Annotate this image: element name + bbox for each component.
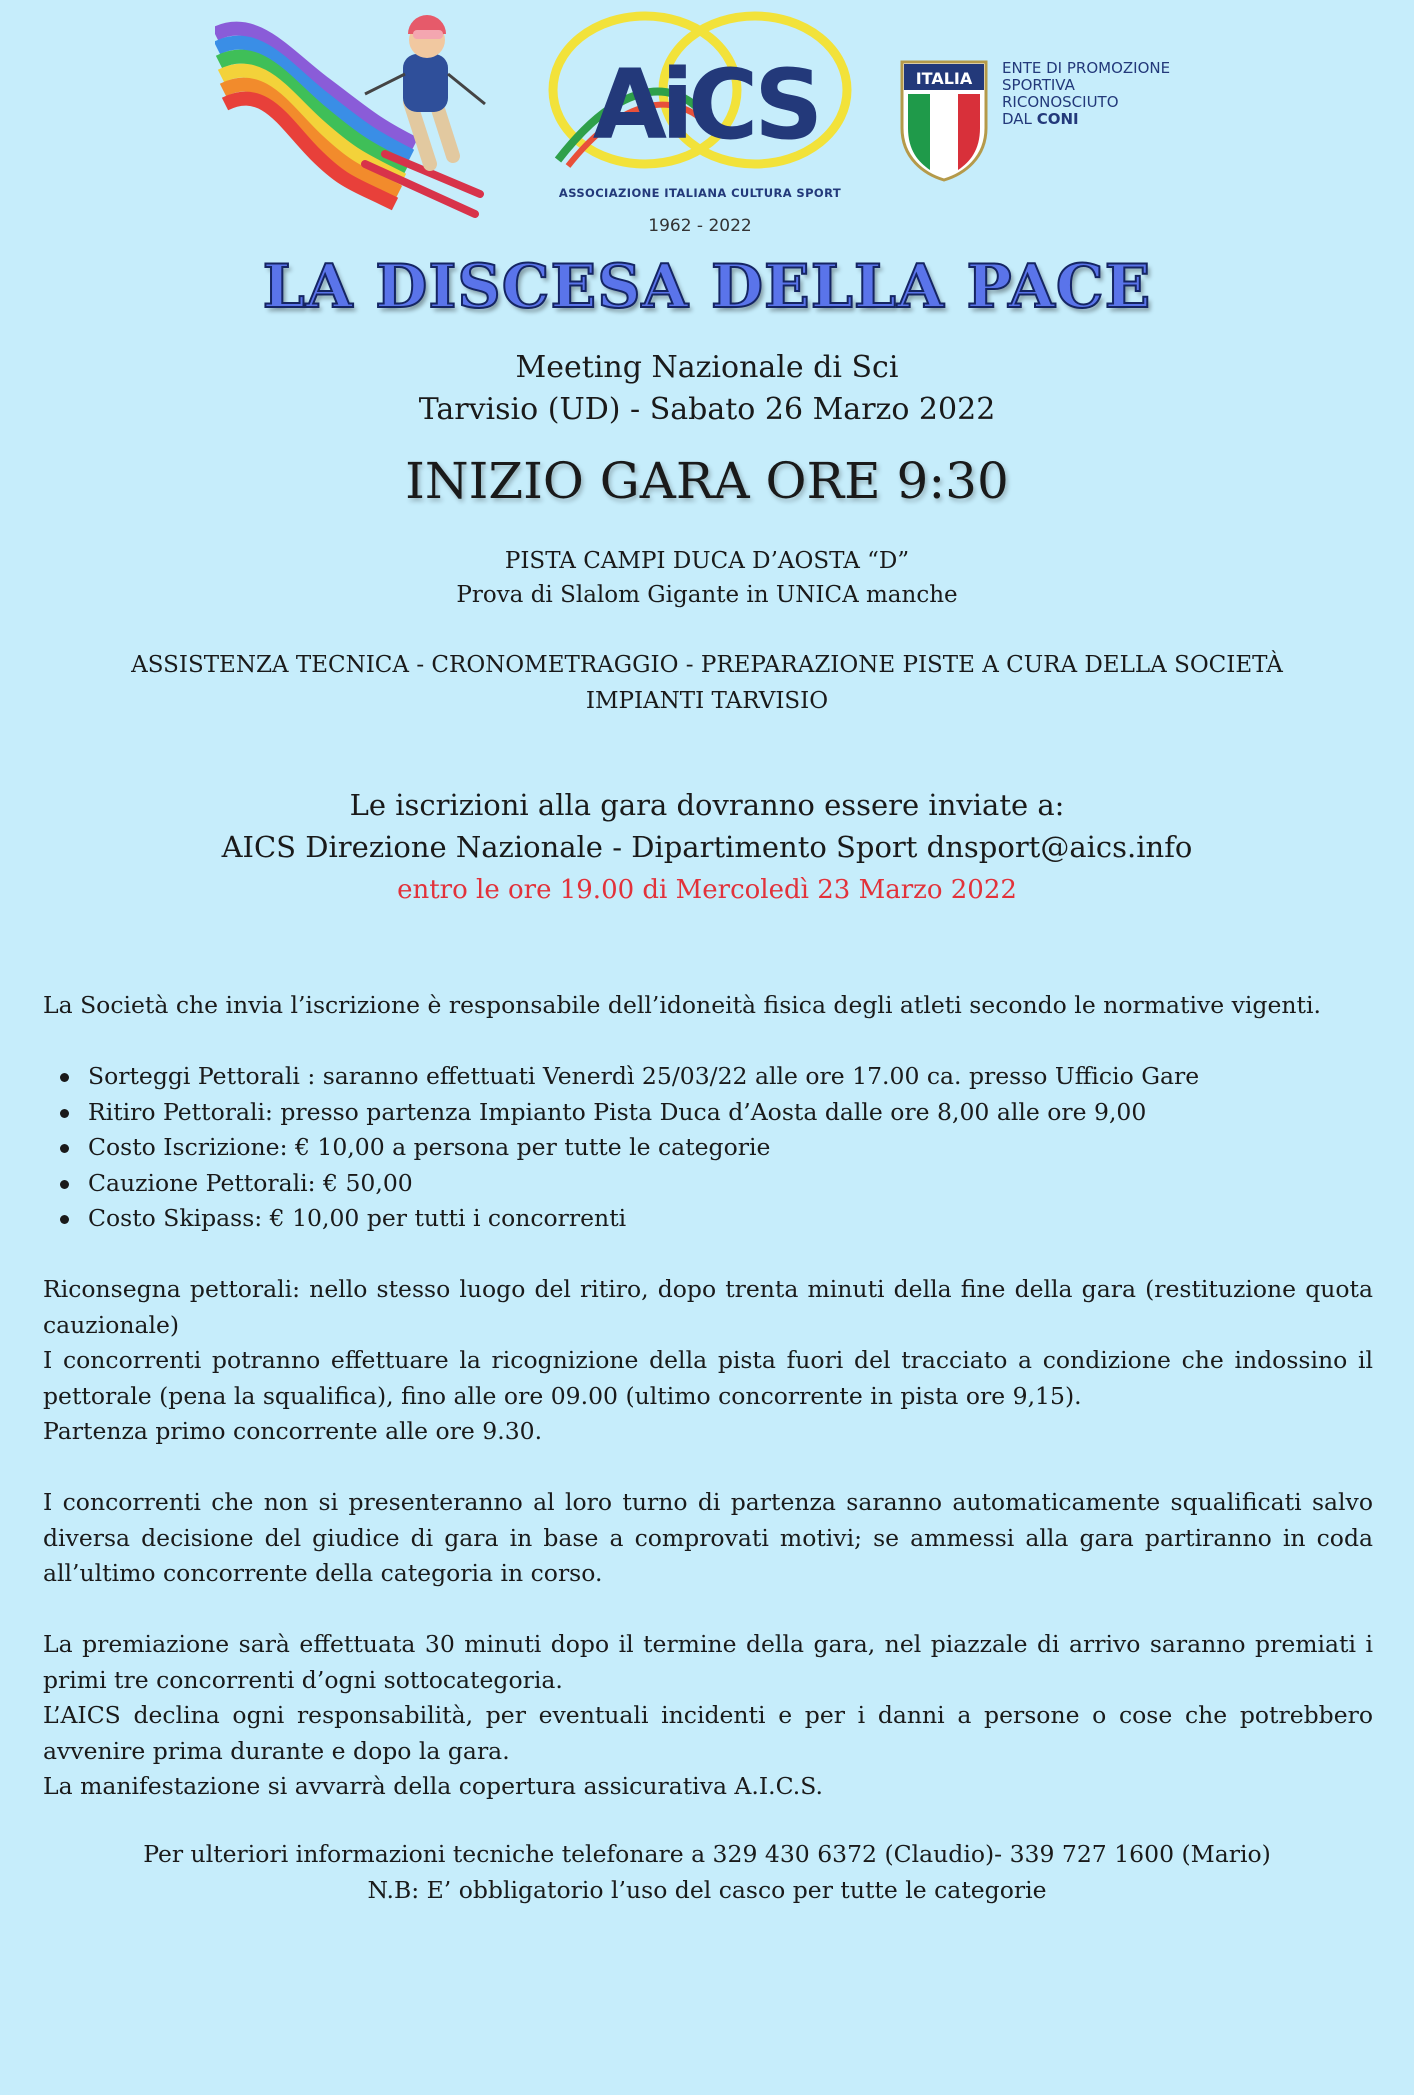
reconnaissance-paragraph: I concorrenti potranno effettuare la ricognizione della pista fuori del tracciato a condizione che indossino il pettorale (pena la squalifica), fino alle ore 09.00 (ultimo concorrente in pista ore 9,15). — [43, 1346, 1373, 1410]
technical-assistance-line: IMPIANTI TARVISIO — [585, 688, 829, 714]
coni-recognition-text — [1002, 60, 1170, 128]
technical-assistance-line: ASSISTENZA TECNICA - CRONOMETRAGGIO - PREPARAZIONE PISTE A CURA DELLA SOCIETÀ — [131, 652, 1283, 678]
coni-text-line: SPORTIVA — [1002, 76, 1075, 94]
page-title: LA DISCESA DELLA PACE — [262, 252, 1152, 322]
aics-logo — [540, 10, 860, 240]
contact-phone-info: Per ulteriori informazioni tecniche telefonare a 329 430 6372 (Claudio)- 339 727 1600 (Mario) — [143, 1840, 1271, 1868]
aics-years: 1962 - 2022 — [648, 216, 752, 236]
list-item: Costo Iscrizione: € 10,00 a persona per tutte le categorie — [88, 1130, 1368, 1166]
italia-label: ITALIA — [915, 69, 973, 88]
responsibility-paragraph: La Società che invia l’iscrizione è responsabile dell’idoneità fisica degli atleti secondo le normative vigenti. — [43, 991, 1321, 1019]
track-name: PISTA CAMPI DUCA D’AOSTA “D” — [504, 548, 910, 574]
coni-text-dal: DAL — [1002, 110, 1032, 128]
helmet-note: N.B: E’ obbligatorio l’uso del casco per tutte le categorie — [367, 1876, 1047, 1904]
skier-icon — [215, 14, 495, 224]
registration-contact: AICS Direzione Nazionale - Dipartimento Sport dnsport@aics.info — [221, 830, 1193, 864]
event-subtitle: Meeting Nazionale di Sci — [515, 350, 899, 385]
list-item: Sorteggi Pettorali : saranno effettuati Venerdì 25/03/22 alle ore 17.00 ca. presso Ufficio Gare — [88, 1059, 1368, 1095]
aics-association-name: ASSOCIAZIONE ITALIANA CULTURA SPORT — [558, 186, 842, 200]
coni-text-line: RICONOSCIUTO — [1002, 93, 1119, 111]
italia-shield-icon — [898, 58, 990, 182]
info-bullet-list — [88, 1059, 1368, 1237]
liability-paragraph: L’AICS declina ogni responsabilità, per eventuali incidenti e per i danni a persone o cose che potrebbero avvenire prima durante e dopo la gara. — [43, 1701, 1373, 1765]
awards-paragraph: La premiazione sarà effettuata 30 minuti dopo il termine della gara, nel piazzale di arrivo saranno premiati i primi tre concorrenti d’ogni sottocategoria. — [43, 1630, 1373, 1694]
registration-deadline: entro le ore 19.00 di Mercoledì 23 Marzo 2022 — [397, 875, 1017, 905]
coni-text-line: ENTE DI PROMOZIONE — [1002, 59, 1171, 77]
list-item: Cauzione Pettorali: € 50,00 — [88, 1166, 1368, 1202]
first-start-paragraph: Partenza primo concorrente alle ore 9.30. — [43, 1417, 543, 1445]
registration-intro: Le iscrizioni alla gara dovranno essere inviate a: — [349, 788, 1065, 822]
list-item: Ritiro Pettorali: presso partenza Impianto Pista Duca d’Aosta dalle ore 8,00 alle ore 9,00 — [88, 1095, 1368, 1131]
aics-wordmark: AiCS — [592, 49, 818, 161]
coni-bold: CONI — [1036, 110, 1079, 128]
race-start-time: INIZIO GARA ORE 9:30 — [405, 452, 1009, 510]
no-show-paragraph: I concorrenti che non si presenteranno al loro turno di partenza saranno automaticamente squalificati salvo diversa decisione del giudice di gara in base a comprovati motivi; se ammessi alla gara partiranno in coda all’ultimo concorrente della categoria in corso. — [43, 1488, 1373, 1587]
insurance-paragraph: La manifestazione si avvarrà della copertura assicurativa A.I.C.S. — [43, 1772, 823, 1800]
list-item: Costo Skipass: € 10,00 per tutti i concorrenti — [88, 1201, 1368, 1237]
race-format: Prova di Slalom Gigante in UNICA manche — [456, 582, 958, 608]
coni-text-line — [1002, 111, 1170, 128]
snowflake-icon — [285, 1895, 485, 2095]
bib-return-paragraph: Riconsegna pettorali: nello stesso luogo del ritiro, dopo trenta minuti della fine della gara (restituzione quota cauzionale) — [43, 1275, 1373, 1339]
event-location-date: Tarvisio (UD) - Sabato 26 Marzo 2022 — [418, 392, 996, 427]
